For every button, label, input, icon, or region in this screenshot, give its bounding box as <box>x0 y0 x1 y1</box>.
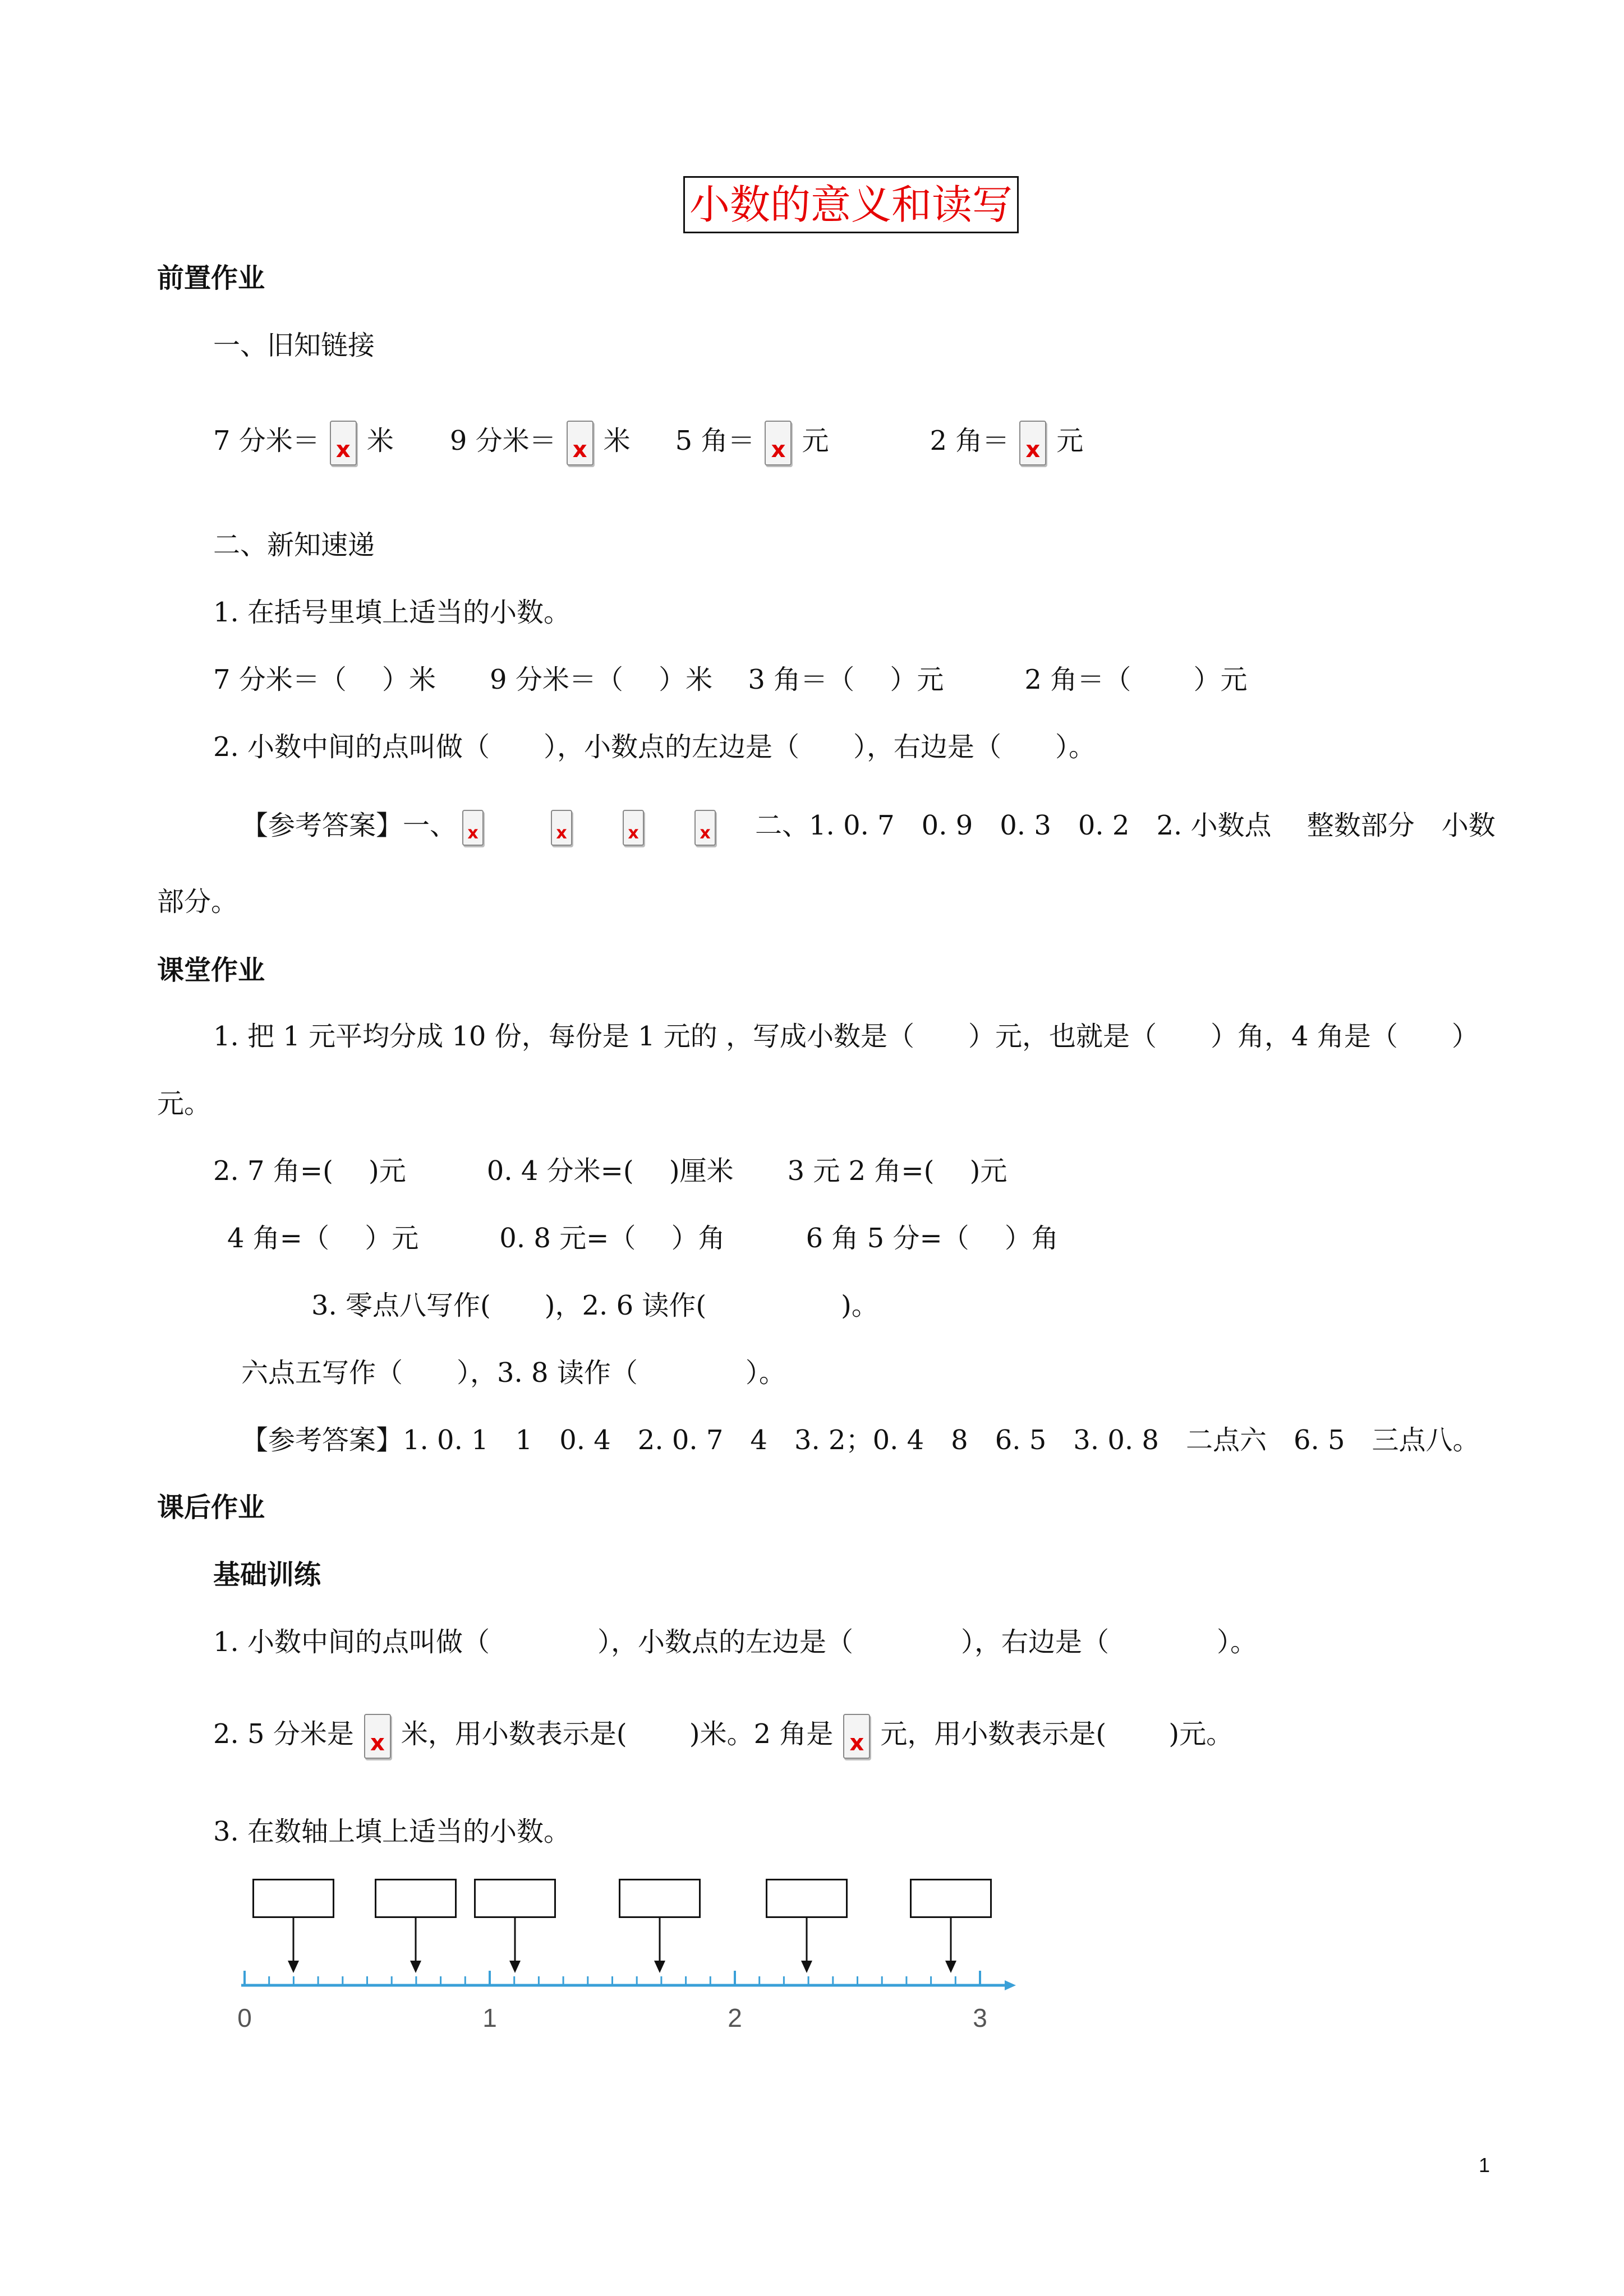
axis-label: 1 <box>482 2003 497 2032</box>
part1-item: 9 分米＝ <box>449 425 556 457</box>
part1-unit: 米 <box>603 425 631 457</box>
broken-image-icon <box>462 810 484 846</box>
section-pre-heading: 前置作业 <box>157 262 265 294</box>
pre-q1: 1. 在括号里填上适当的小数。 <box>213 597 571 628</box>
axis-label: 3 <box>973 2003 987 2032</box>
pointer-arrowhead <box>801 1961 812 1973</box>
after-q3: 3. 在数轴上填上适当的小数。 <box>213 1816 571 1847</box>
number-line <box>224 1873 1043 2041</box>
after-q2-c: 元，用小数表示是( )元。 <box>880 1718 1234 1750</box>
pointer-arrowhead <box>410 1961 421 1973</box>
broken-image-icon <box>364 1714 391 1759</box>
broken-image-icon <box>1019 421 1046 465</box>
document-title: 小数的意义和读写 <box>683 176 1019 233</box>
class-q2-line1: 2. 7 角=( )元 0. 4 分米=( )厘米 3 元 2 角=( )元 <box>213 1155 1007 1187</box>
number-line-figure <box>224 1873 1043 2041</box>
part1-unit: 米 <box>366 425 394 457</box>
part2-heading: 二、新知速递 <box>213 529 375 561</box>
axis-label: 0 <box>237 2003 252 2032</box>
after-q2-b: 米，用小数表示是( )米。2 角是 <box>401 1718 834 1750</box>
broken-image-icon <box>623 810 644 846</box>
pre-q1-line: 7 分米＝（ ）米 9 分米＝（ ）米 3 角＝（ ）元 2 角＝（ ）元 <box>213 664 1248 695</box>
part1-item: 7 分米＝ <box>213 425 320 457</box>
after-q2 <box>213 1712 1233 1759</box>
pointer-arrowhead <box>509 1961 521 1973</box>
class-q3-line2: 六点五写作（ ），3. 8 读作（ ）。 <box>241 1357 786 1389</box>
pre-answer <box>241 808 1496 846</box>
pointer-arrowhead <box>945 1961 956 1973</box>
after-q1: 1. 小数中间的点叫做（ ），小数点的左边是（ ），右边是（ ）。 <box>213 1626 1258 1658</box>
class-q2-line2: 4 角=（ ）元 0. 8 元=（ ）角 6 角 5 分=（ ）角 <box>227 1223 1059 1254</box>
part1-item: 2 角＝ <box>930 425 1010 457</box>
broken-image-icon <box>551 810 572 846</box>
part1-item: 5 角＝ <box>675 425 755 457</box>
section-class-heading: 课堂作业 <box>157 955 265 986</box>
broken-image-icon <box>694 810 716 846</box>
pre-q2: 2. 小数中间的点叫做（ ），小数点的左边是（ ），右边是（ ）。 <box>213 731 1096 763</box>
pointer-arrowhead <box>288 1961 299 1973</box>
class-q1: 1. 把 1 元平均分成 10 份，每份是 1 元的 ，写成小数是（ ）元，也就是（ ）角，4 角是（ ） <box>213 1021 1479 1052</box>
class-answer: 【参考答案】1. 0. 1 1 0. 4 2. 0. 7 4 3. 2；0. 4 8 6. 5 3. 0. 8 二点六 6. 5 三点八。 <box>241 1424 1480 1456</box>
axis-arrowhead <box>1005 1980 1016 1990</box>
part1-heading: 一、旧知链接 <box>213 330 375 361</box>
part1-unit: 元 <box>802 425 829 457</box>
page-number: 1 <box>1479 2154 1490 2177</box>
class-q1-cont: 元。 <box>157 1088 211 1119</box>
broken-image-icon <box>843 1714 870 1759</box>
part1-line <box>213 418 1083 465</box>
broken-image-icon <box>765 421 792 465</box>
section-after-heading: 课后作业 <box>157 1492 265 1523</box>
broken-image-icon <box>567 421 594 465</box>
broken-image-icon <box>330 421 357 465</box>
answer-label: 【参考答案】一、 <box>241 810 457 841</box>
part1-unit: 元 <box>1056 425 1084 457</box>
axis-label: 2 <box>728 2003 742 2032</box>
class-q3-line1: 3. 零点八写作( )，2. 6 读作( )。 <box>311 1290 878 1321</box>
basic-training-heading: 基础训练 <box>213 1559 321 1590</box>
after-q2-a: 2. 5 分米是 <box>213 1718 354 1750</box>
answer-part2: 二、1. 0. 7 0. 9 0. 3 0. 2 2. 小数点 整数部分 小数 <box>755 810 1496 841</box>
pre-answer-cont: 部分。 <box>157 886 238 918</box>
pointer-arrowhead <box>654 1961 665 1973</box>
